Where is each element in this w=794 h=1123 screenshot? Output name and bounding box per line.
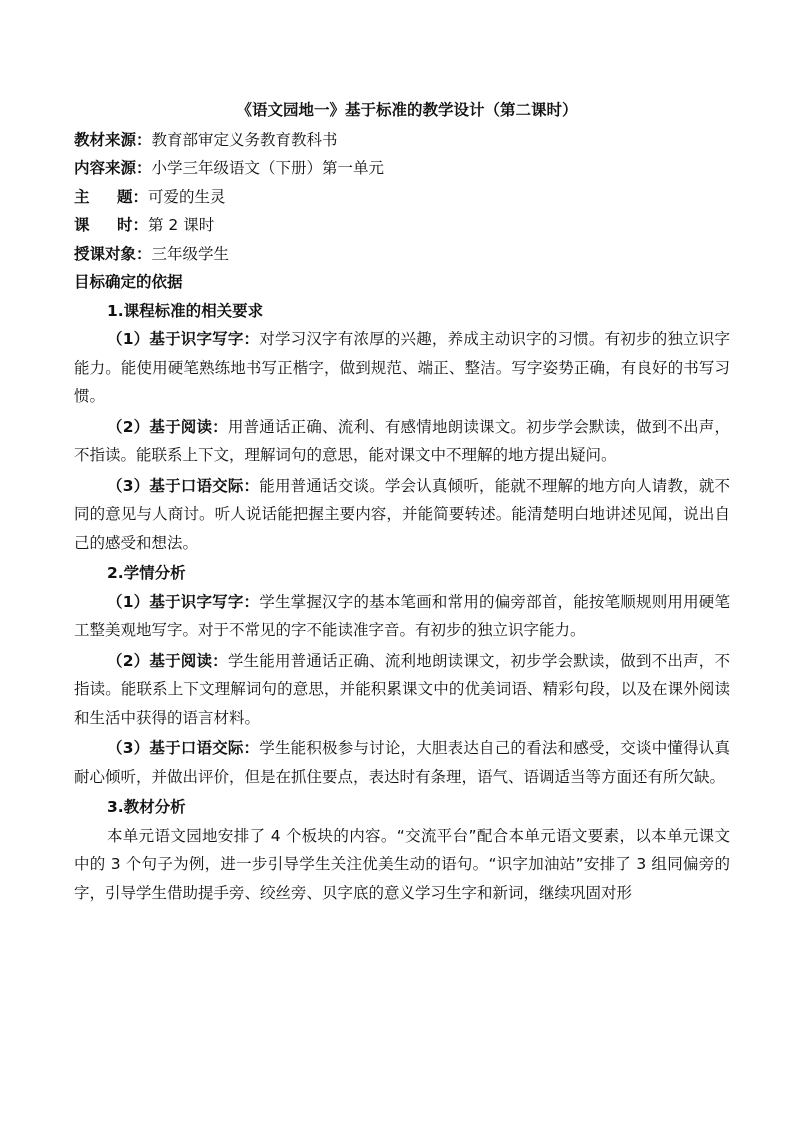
paragraph: （1）基于识字写字：学生掌握汉字的基本笔画和常用的偏旁部首，能按笔顺规则用用硬笔工整美观地写字。对于不常见的字不能读准字音。有初步的独立识字能力。 <box>74 592 730 639</box>
meta-topic <box>74 183 730 212</box>
meta-value: 可爱的生灵 <box>148 187 226 206</box>
paragraph: （2）基于阅读：学生能用普通话正确、流利地朗读课文，初步学会默读，做到不出声，不指读。能联系上下文理解词句的意思，并能积累课文中的优美词语、精彩句段，以及在课外阅读和生活中获得的语言材料。 <box>74 651 730 727</box>
paragraph: （1）基于识字写字：对学习汉字有浓厚的兴趣，养成主动识字的习惯。有初步的独立识字能力。能使用硬笔熟练地书写正楷字，做到规范、端正、整洁。写字姿势正确，有良好的书写习惯。 <box>74 330 730 405</box>
meta-label: 主 题： <box>74 187 149 206</box>
meta-value: 三年级学生 <box>151 244 230 263</box>
meta-value: 教育部审定义务教育教科书 <box>151 130 338 149</box>
meta-label: 授课对象： <box>74 244 152 263</box>
meta-period <box>74 211 730 240</box>
meta-value: 小学三年级语文（下册）第一单元 <box>151 159 385 177</box>
subsection-heading: 3.教材分析 <box>107 798 186 816</box>
meta-label: 课 时： <box>74 216 149 234</box>
meta-label: 教材来源： <box>74 130 152 149</box>
paragraph: （3）基于口语交际：能用普通话交谈。学会认真倾听，能就不理解的地方向人请教，就不同的意见与人商讨。听人说话能把握主要内容，并能简要转述。能清楚明白地讲述见闻，说出自己的感受和想法。 <box>74 476 730 552</box>
subsection-heading: 1.课程标准的相关要求 <box>107 301 264 320</box>
paragraph: （3）基于口语交际：学生能积极参与讨论，大胆表达自己的看法和感受，交谈中懂得认真耐心倾听，并做出评价，但是在抓住要点，表达时有条理，语气、语调适当等方面还有所欠缺。 <box>74 739 730 786</box>
document-page <box>74 96 730 907</box>
paragraph: 本单元语文园地安排了 4 个板块的内容。“交流平台”配合本单元语文要素，以本单元课文中的 3 个句子为例，进一步引导学生关注优美生动的语句。“识字加油站”安排了 3 组同偏旁的字，引导学生借助提手旁、绞丝旁、贝字底的意义学习生字和新词，继续巩固对形 <box>74 826 730 902</box>
meta-value: 第 2 课时 <box>148 216 215 234</box>
section-heading: 目标确定的依据 <box>74 273 183 291</box>
paragraph: （2）基于阅读：用普通话正确、流利、有感情地朗读课文。初步学会默读，做到不出声，不指读。能联系上下文，理解词句的意思，能对课文中不理解的地方提出疑问。 <box>74 417 730 464</box>
meta-content-source <box>74 154 730 183</box>
document-title: 《语文园地一》基于标准的教学设计（第二课时） <box>236 101 578 119</box>
meta-audience <box>74 240 730 269</box>
meta-label: 内容来源： <box>74 159 152 177</box>
subsection-heading: 2.学情分析 <box>107 564 186 582</box>
meta-textbook-source <box>74 126 730 155</box>
